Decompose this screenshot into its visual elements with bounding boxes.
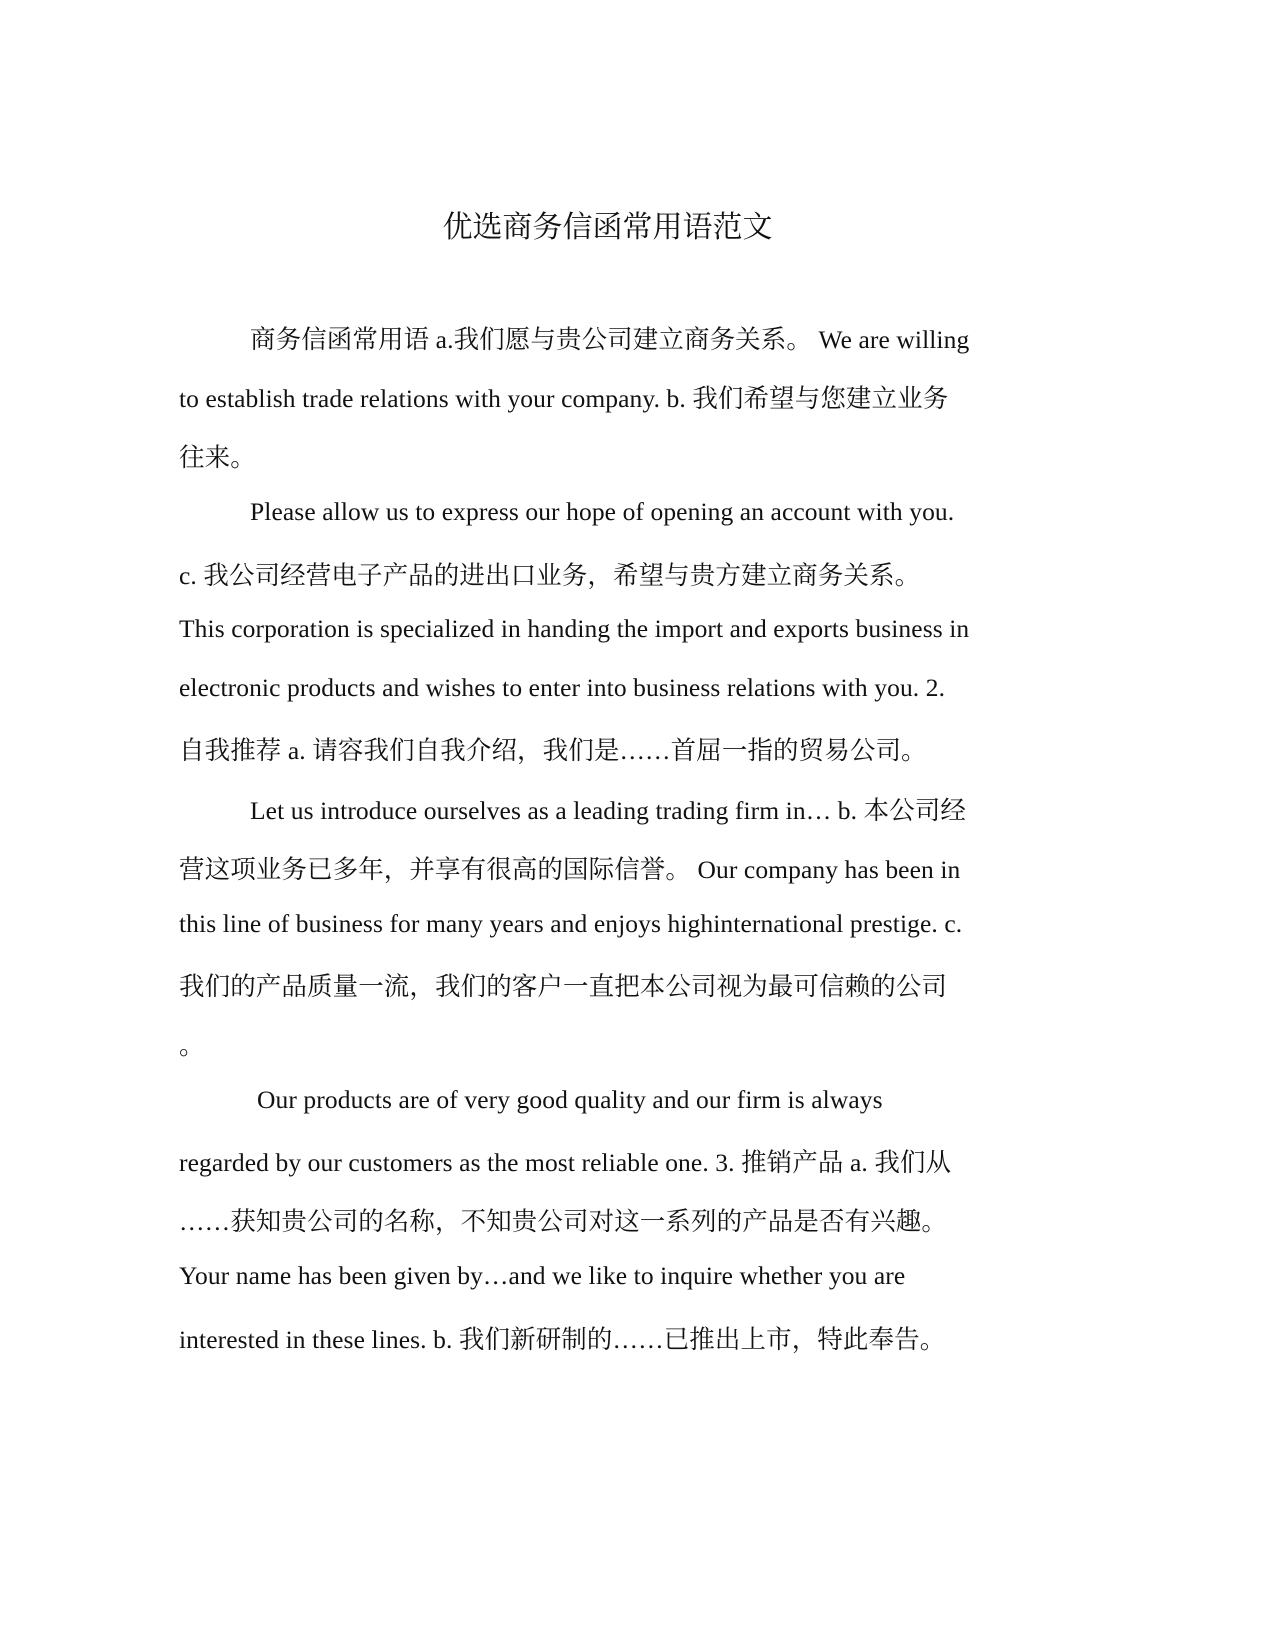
body-line: interested in these lines. b. 我们新研制的……已推出上市，特此奉告。 xyxy=(179,1325,946,1354)
body-line: 我们的产品质量一流，我们的客户一直把本公司视为最可信赖的公司 xyxy=(179,972,948,1001)
body-line: this line of business for many years and enjoys highinternational prestige. c. xyxy=(179,909,963,938)
body-line: 商务信函常用语 a.我们愿与贵公司建立商务关系。 We are willing xyxy=(250,325,970,354)
body-line: Our products are of very good quality and our firm is always xyxy=(257,1085,883,1114)
body-line: Your name has been given by…and we like to inquire whether you are xyxy=(179,1261,906,1290)
body-line: electronic products and wishes to enter into business relations with you. 2. xyxy=(179,673,946,702)
body-line: to establish trade relations with your company. b. 我们希望与您建立业务 xyxy=(179,384,949,413)
body-line: 。 xyxy=(179,1031,205,1060)
body-line: Let us introduce ourselves as a leading trading firm in… b. 本公司经 xyxy=(250,796,966,825)
body-line: 自我推荐 a. 请容我们自我介绍，我们是……首屈一指的贸易公司。 xyxy=(179,736,927,765)
body-line: 营这项业务已多年，并享有很高的国际信誉。 Our company has been in xyxy=(179,855,961,884)
body-line: Please allow us to express our hope of opening an account with you. xyxy=(250,497,955,526)
body-line: 往来。 xyxy=(179,443,256,472)
body-line: c. 我公司经营电子产品的进出口业务，希望与贵方建立商务关系。 xyxy=(179,561,921,590)
body-line: ……获知贵公司的名称，不知贵公司对这一系列的产品是否有兴趣。 xyxy=(179,1207,948,1236)
body-line: regarded by our customers as the most reliable one. 3. 推销产品 a. 我们从 xyxy=(179,1148,952,1177)
document-title: 优选商务信函常用语范文 xyxy=(442,210,773,245)
body-line: This corporation is specialized in handing the import and exports business in xyxy=(179,614,970,643)
